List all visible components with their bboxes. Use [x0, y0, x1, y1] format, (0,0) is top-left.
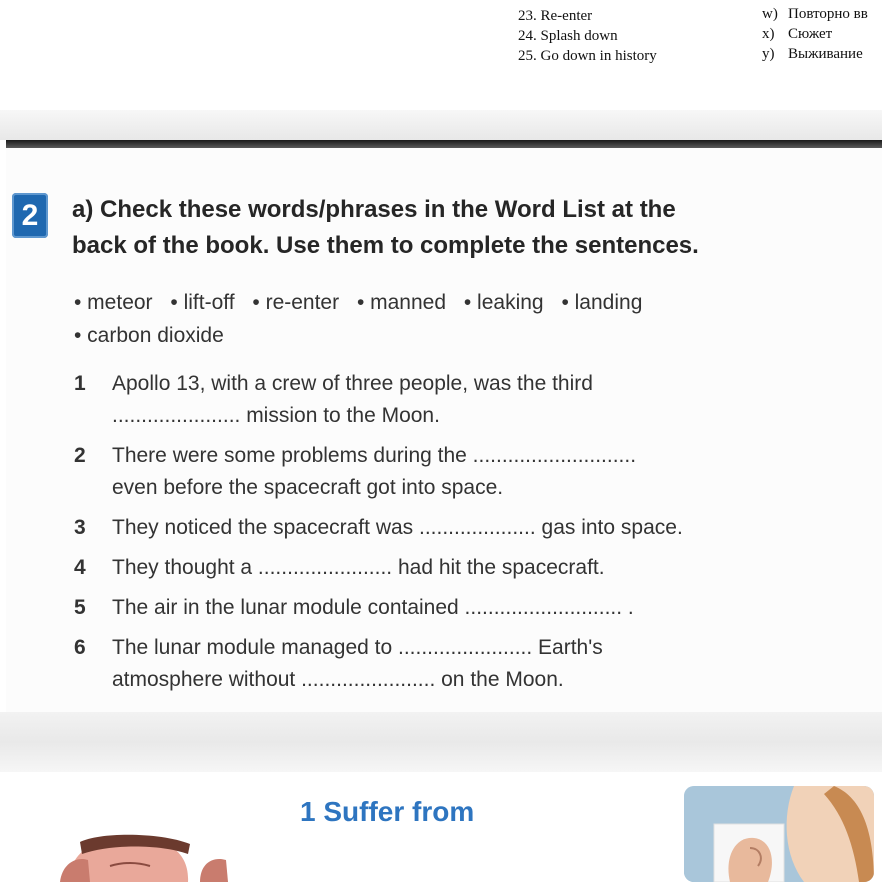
exercise-number-badge: 2 [12, 193, 48, 238]
next-section [0, 772, 882, 882]
sentence-list [74, 368, 814, 704]
translation-item: y) Выживание [762, 46, 863, 62]
word-bank-item: • leaking [463, 291, 544, 314]
word-list-english [518, 6, 657, 66]
word-bank-item: • meteor [74, 291, 153, 314]
sentence-item [74, 632, 814, 696]
page-separator [0, 110, 882, 140]
word-bank-item: • landing [561, 291, 643, 314]
section-heading: 1 Suffer from [300, 796, 475, 827]
instruction-line: a) Check these words/phrases in the Word List at the [72, 196, 676, 223]
sentence-text: Apollo 13, with a crew of three people, was the third [112, 372, 593, 395]
sentence-number: 5 [74, 596, 86, 619]
sentence-text: atmosphere without ....................... on the Moon. [112, 668, 564, 691]
translation-item: w) Повторно вв [762, 6, 868, 22]
sentence-text: There were some problems during the ............................ [112, 444, 637, 467]
word-bank-item: • lift-off [170, 291, 235, 314]
sentence-item [74, 552, 814, 584]
sentence-text: The lunar module managed to ....................... Earth's [112, 636, 603, 659]
word-list-item: 25. Go down in history [518, 48, 657, 64]
sentence-number: 4 [74, 556, 86, 579]
exercise-instruction [72, 192, 792, 264]
sentence-number: 2 [74, 444, 86, 467]
sentence-text: ...................... mission to the Moon. [112, 404, 440, 427]
sentence-text: The air in the lunar module contained ........................... . [112, 596, 634, 619]
section-top-border [6, 140, 882, 148]
word-list-item: 23. Re-enter [518, 8, 593, 24]
sentence-item [74, 512, 814, 544]
translation-item: x) Сюжет [762, 26, 833, 42]
sentence-text: even before the spacecraft got into space. [112, 476, 504, 499]
sentence-item [74, 368, 814, 432]
sentence-item [74, 592, 814, 624]
word-list-item: 24. Splash down [518, 28, 618, 44]
sentence-text: They noticed the spacecraft was .................... gas into space. [112, 516, 683, 539]
sentence-number: 6 [74, 636, 86, 659]
word-bank-item: • manned [356, 291, 447, 314]
page-separator [0, 712, 882, 772]
exercise-section [6, 140, 882, 712]
headache-person-photo [40, 830, 250, 882]
instruction-line: back of the book. Use them to complete the sentences. [72, 232, 699, 259]
word-bank [74, 286, 794, 352]
word-bank-item: • carbon dioxide [74, 324, 224, 347]
word-list-strip [0, 0, 882, 110]
sentence-number: 1 [74, 372, 86, 395]
sentence-item [74, 440, 814, 504]
word-bank-item: • re-enter [252, 291, 340, 314]
sentence-text: They thought a ....................... had hit the spacecraft. [112, 556, 605, 579]
sentence-number: 3 [74, 516, 86, 539]
ear-listening-photo [684, 786, 874, 882]
word-list-translations [762, 4, 868, 64]
